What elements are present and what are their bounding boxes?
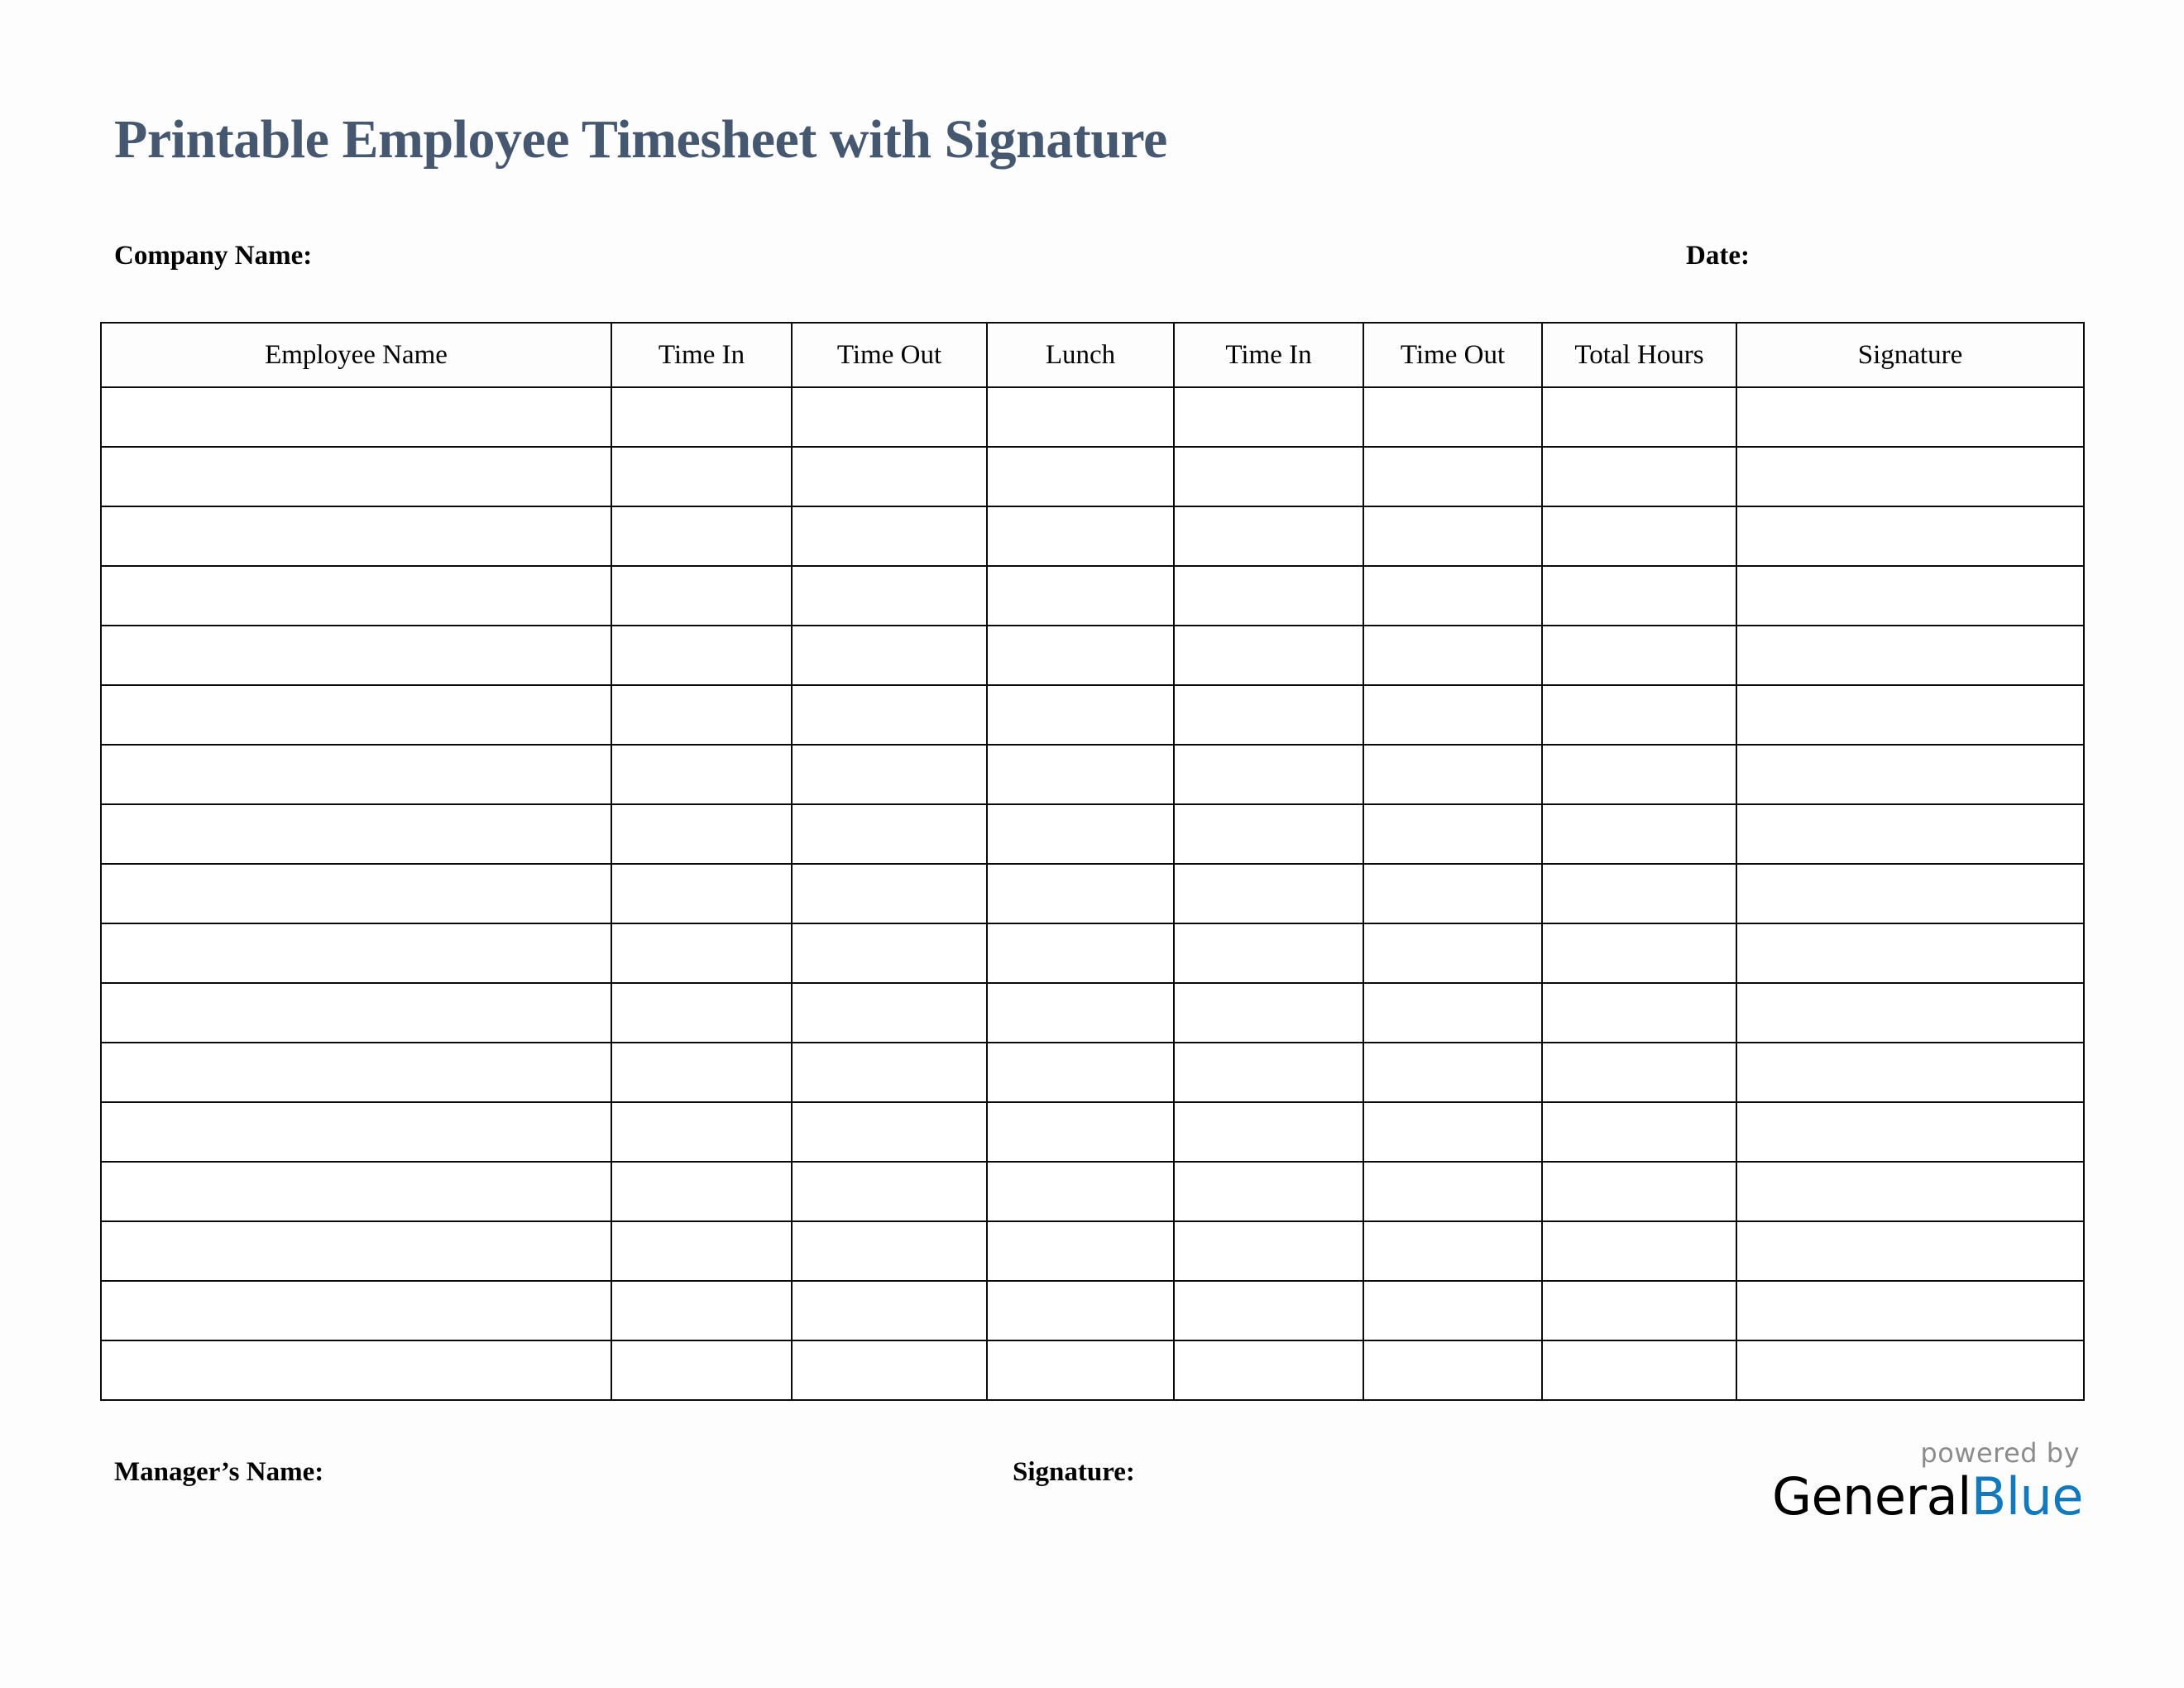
table-cell[interactable]	[792, 983, 987, 1043]
table-row	[101, 745, 2084, 804]
table-cell[interactable]	[1542, 745, 1736, 804]
table-row	[101, 506, 2084, 566]
table-cell[interactable]	[611, 983, 792, 1043]
column-header-signature: Signature	[1736, 323, 2084, 387]
table-cell[interactable]	[1174, 864, 1363, 923]
meta-row	[114, 240, 2083, 281]
table-cell[interactable]	[1736, 447, 2084, 506]
brand-blue: Blue	[1971, 1466, 2083, 1527]
table-cell[interactable]	[1363, 983, 1542, 1043]
table-cell[interactable]	[101, 923, 611, 983]
table-cell[interactable]	[792, 1043, 987, 1102]
table-cell[interactable]	[611, 1221, 792, 1281]
brand-general: General	[1771, 1466, 1971, 1527]
table-cell[interactable]	[1736, 804, 2084, 864]
column-header-total-hours: Total Hours	[1542, 323, 1736, 387]
table-cell[interactable]	[101, 506, 611, 566]
table-cell[interactable]	[611, 626, 792, 685]
table-cell[interactable]	[1542, 1340, 1736, 1400]
timesheet-body	[101, 387, 2084, 1400]
table-row	[101, 1340, 2084, 1400]
table-cell[interactable]	[101, 387, 611, 447]
table-cell[interactable]	[101, 566, 611, 626]
table-cell[interactable]	[1174, 685, 1363, 745]
table-cell[interactable]	[1542, 1043, 1736, 1102]
table-cell[interactable]	[792, 1281, 987, 1340]
table-row	[101, 626, 2084, 685]
table-cell[interactable]	[611, 1102, 792, 1162]
table-cell[interactable]	[792, 864, 987, 923]
table-cell[interactable]	[1174, 566, 1363, 626]
table-cell[interactable]	[101, 447, 611, 506]
table-cell[interactable]	[1736, 1221, 2084, 1281]
table-cell[interactable]	[987, 447, 1174, 506]
table-cell[interactable]	[1542, 566, 1736, 626]
table-cell[interactable]	[1363, 566, 1542, 626]
table-cell[interactable]	[1174, 506, 1363, 566]
table-row	[101, 923, 2084, 983]
table-cell[interactable]	[987, 1221, 1174, 1281]
table-cell[interactable]	[1174, 745, 1363, 804]
table-cell[interactable]	[1736, 1281, 2084, 1340]
table-cell[interactable]	[611, 804, 792, 864]
table-cell[interactable]	[1542, 387, 1736, 447]
table-cell[interactable]	[1174, 1281, 1363, 1340]
table-cell[interactable]	[101, 983, 611, 1043]
table-cell[interactable]	[1363, 1281, 1542, 1340]
table-row	[101, 1043, 2084, 1102]
table-cell[interactable]	[792, 1162, 987, 1221]
table-cell[interactable]	[611, 745, 792, 804]
page-title: Printable Employee Timesheet with Signature	[114, 109, 1167, 170]
table-cell[interactable]	[987, 506, 1174, 566]
table-cell[interactable]	[792, 1221, 987, 1281]
table-cell[interactable]	[611, 923, 792, 983]
brand-wordmark	[1771, 1466, 2083, 1527]
table-cell[interactable]	[1736, 387, 2084, 447]
table-cell[interactable]	[1363, 447, 1542, 506]
table-cell[interactable]	[1736, 1102, 2084, 1162]
table-row	[101, 566, 2084, 626]
table-cell[interactable]	[987, 685, 1174, 745]
table-cell[interactable]	[1174, 1162, 1363, 1221]
table-cell[interactable]	[1542, 506, 1736, 566]
timesheet-table	[100, 322, 2085, 1401]
table-cell[interactable]	[611, 1340, 792, 1400]
table-row	[101, 1162, 2084, 1221]
table-cell[interactable]	[1736, 566, 2084, 626]
table-cell[interactable]	[792, 745, 987, 804]
table-row	[101, 1221, 2084, 1281]
table-cell[interactable]	[1363, 1162, 1542, 1221]
table-cell[interactable]	[1736, 864, 2084, 923]
table-cell[interactable]	[987, 566, 1174, 626]
table-cell[interactable]	[1363, 864, 1542, 923]
table-cell[interactable]	[1363, 804, 1542, 864]
table-cell[interactable]	[987, 864, 1174, 923]
table-cell[interactable]	[611, 387, 792, 447]
table-cell[interactable]	[1174, 387, 1363, 447]
table-cell[interactable]	[792, 923, 987, 983]
table-cell[interactable]	[101, 745, 611, 804]
column-header-time-out-2: Time Out	[1363, 323, 1542, 387]
table-cell[interactable]	[987, 745, 1174, 804]
table-cell[interactable]	[987, 626, 1174, 685]
powered-by-label: powered by	[1920, 1437, 2080, 1469]
table-row	[101, 864, 2084, 923]
table-cell[interactable]	[101, 1162, 611, 1221]
column-header-lunch: Lunch	[987, 323, 1174, 387]
table-cell[interactable]	[792, 566, 987, 626]
table-cell[interactable]	[1363, 745, 1542, 804]
table-row	[101, 804, 2084, 864]
manager-signature-label: Signature:	[1013, 1457, 1135, 1487]
table-cell[interactable]	[1542, 1102, 1736, 1162]
table-cell[interactable]	[792, 387, 987, 447]
table-cell[interactable]	[1542, 447, 1736, 506]
table-cell[interactable]	[101, 1281, 611, 1340]
table-cell[interactable]	[1542, 1281, 1736, 1340]
table-row	[101, 1281, 2084, 1340]
table-cell[interactable]	[792, 1340, 987, 1400]
generalblue-logo	[1771, 1437, 2083, 1527]
table-cell[interactable]	[101, 1102, 611, 1162]
manager-name-label: Manager’s Name:	[114, 1457, 324, 1487]
table-cell[interactable]	[1542, 1162, 1736, 1221]
table-cell[interactable]	[987, 1043, 1174, 1102]
table-cell[interactable]	[1542, 804, 1736, 864]
table-cell[interactable]	[101, 685, 611, 745]
table-cell[interactable]	[987, 804, 1174, 864]
table-cell[interactable]	[1363, 1102, 1542, 1162]
table-cell[interactable]	[1363, 685, 1542, 745]
table-cell[interactable]	[1542, 923, 1736, 983]
table-cell[interactable]	[611, 447, 792, 506]
table-cell[interactable]	[611, 685, 792, 745]
table-cell[interactable]	[1736, 923, 2084, 983]
table-cell[interactable]	[1736, 983, 2084, 1043]
table-cell[interactable]	[1363, 626, 1542, 685]
table-cell[interactable]	[987, 1281, 1174, 1340]
table-cell[interactable]	[1363, 1340, 1542, 1400]
table-cell[interactable]	[1363, 1221, 1542, 1281]
table-row	[101, 387, 2084, 447]
table-cell[interactable]	[792, 1102, 987, 1162]
table-cell[interactable]	[1363, 506, 1542, 566]
table-cell[interactable]	[792, 626, 987, 685]
company-name-label: Company Name:	[114, 241, 313, 271]
table-cell[interactable]	[611, 1281, 792, 1340]
table-cell[interactable]	[611, 1162, 792, 1221]
table-cell[interactable]	[1736, 685, 2084, 745]
table-cell[interactable]	[101, 1043, 611, 1102]
table-cell[interactable]	[792, 447, 987, 506]
table-row	[101, 983, 2084, 1043]
column-header-time-out-1: Time Out	[792, 323, 987, 387]
table-cell[interactable]	[987, 387, 1174, 447]
table-cell[interactable]	[987, 923, 1174, 983]
table-cell[interactable]	[1736, 745, 2084, 804]
column-header-time-in-2: Time In	[1174, 323, 1363, 387]
table-cell[interactable]	[987, 1340, 1174, 1400]
table-cell[interactable]	[101, 1340, 611, 1400]
table-cell[interactable]	[1174, 804, 1363, 864]
table-cell[interactable]	[792, 506, 987, 566]
table-cell[interactable]	[1174, 983, 1363, 1043]
table-cell[interactable]	[101, 1221, 611, 1281]
table-cell[interactable]	[1736, 1340, 2084, 1400]
table-cell[interactable]	[792, 804, 987, 864]
table-cell[interactable]	[1174, 1340, 1363, 1400]
table-cell[interactable]	[1736, 1162, 2084, 1221]
table-row	[101, 685, 2084, 745]
table-cell[interactable]	[987, 983, 1174, 1043]
table-cell[interactable]	[1542, 864, 1736, 923]
table-cell[interactable]	[101, 804, 611, 864]
table-cell[interactable]	[1174, 447, 1363, 506]
table-cell[interactable]	[1542, 685, 1736, 745]
date-label: Date:	[1686, 241, 1750, 271]
table-cell[interactable]	[1174, 1043, 1363, 1102]
column-header-employee-name: Employee Name	[101, 323, 611, 387]
table-cell[interactable]	[611, 1043, 792, 1102]
table-cell[interactable]	[1174, 923, 1363, 983]
table-cell[interactable]	[1542, 983, 1736, 1043]
table-cell[interactable]	[1542, 626, 1736, 685]
table-cell[interactable]	[1363, 1043, 1542, 1102]
table-cell[interactable]	[987, 1162, 1174, 1221]
table-cell[interactable]	[1736, 626, 2084, 685]
table-cell[interactable]	[1736, 1043, 2084, 1102]
table-cell[interactable]	[611, 506, 792, 566]
table-cell[interactable]	[1174, 1221, 1363, 1281]
table-cell[interactable]	[101, 626, 611, 685]
table-cell[interactable]	[101, 864, 611, 923]
table-row	[101, 447, 2084, 506]
table-cell[interactable]	[1736, 506, 2084, 566]
column-header-time-in-1: Time In	[611, 323, 792, 387]
table-cell[interactable]	[1363, 387, 1542, 447]
table-cell[interactable]	[792, 685, 987, 745]
table-cell[interactable]	[1174, 626, 1363, 685]
table-cell[interactable]	[987, 1102, 1174, 1162]
table-cell[interactable]	[1542, 1221, 1736, 1281]
table-cell[interactable]	[1363, 923, 1542, 983]
table-header-row	[101, 323, 2084, 387]
table-cell[interactable]	[1174, 1102, 1363, 1162]
table-row	[101, 1102, 2084, 1162]
table-cell[interactable]	[611, 864, 792, 923]
table-cell[interactable]	[611, 566, 792, 626]
